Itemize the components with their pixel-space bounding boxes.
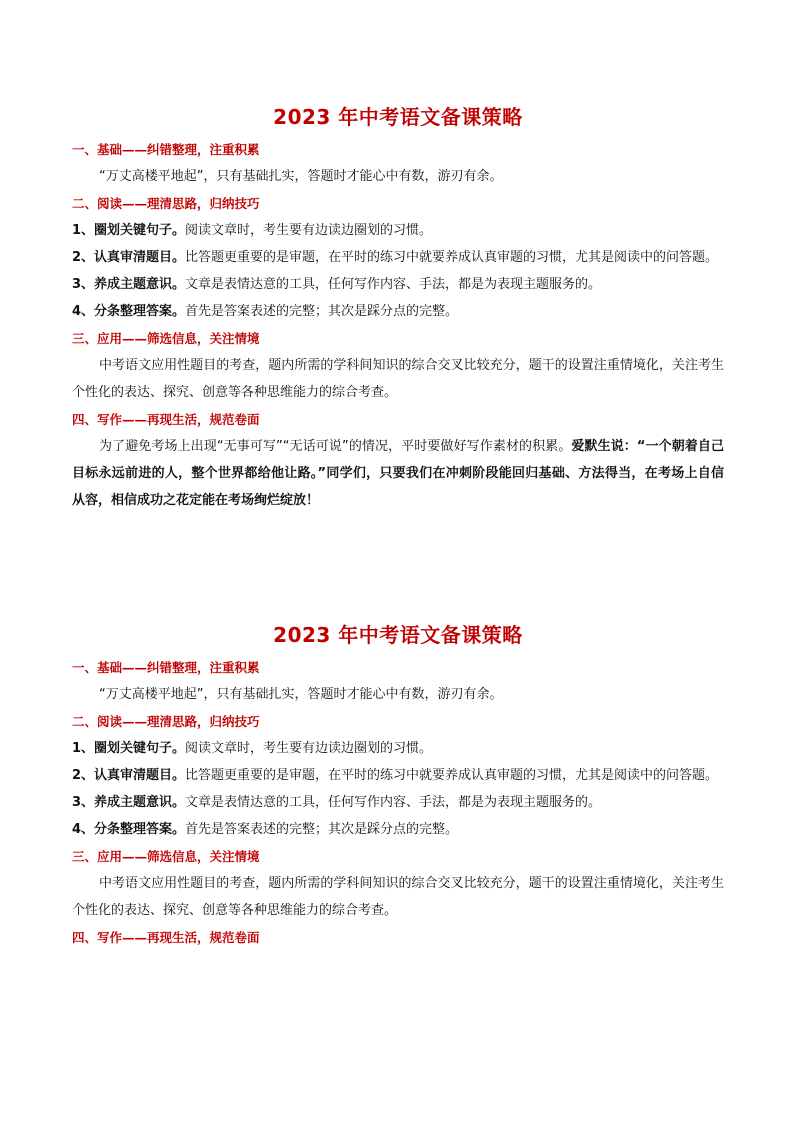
section-heading-application: 三、应用——筛选信息，关注情境 <box>72 331 260 346</box>
document-block-2 <box>72 620 724 951</box>
document-title: 2023 年中考语文备课策略 <box>273 623 523 647</box>
section-heading-writing: 四、写作——再现生活，规范卷面 <box>72 412 260 427</box>
document-block-1 <box>72 102 724 514</box>
writing-text-quote: 爱默生说：“一个朝着自己目标永远前进的人，整个世界都给他让路。”同学们，只要我们在冲刺阶段能回归基础、方法得当，在考场上自信从容，相信成功之花定能在考场绚烂绽放！ <box>72 439 724 508</box>
reading-item-lead: 1、圈划关键句子。 <box>72 741 186 756</box>
reading-item <box>72 762 724 789</box>
reading-item <box>72 816 724 843</box>
section-text-basics: “万丈高楼平地起”，只有基础扎实，答题时才能心中有数，游刃有余。 <box>99 687 503 702</box>
section-heading-reading: 二、阅读——理清思路，归纳技巧 <box>72 714 260 729</box>
section-text-basics: “万丈高楼平地起”，只有基础扎实，答题时才能心中有数，游刃有余。 <box>99 169 503 184</box>
section-heading-basics: 一、基础——纠错整理，注重积累 <box>72 142 260 157</box>
reading-item-text: 比答题更重要的是审题，在平时的练习中就要养成认真审题的习惯，尤其是阅读中的问答题。 <box>185 250 719 265</box>
section-text-application: 中考语文应用性题目的考查，题内所需的学科间知识的综合交叉比较充分，题干的设置注重情境化，关注考生个性化的表达、探究、创意等各种思维能力的综合考查。 <box>72 876 724 918</box>
section-text-application: 中考语文应用性题目的考查，题内所需的学科间知识的综合交叉比较充分，题干的设置注重情境化，关注考生个性化的表达、探究、创意等各种思维能力的综合考查。 <box>72 358 724 400</box>
reading-item-lead: 3、养成主题意识。 <box>72 277 186 292</box>
reading-item <box>72 244 724 271</box>
reading-item-lead: 4、分条整理答案。 <box>72 304 186 319</box>
reading-item-lead: 1、圈划关键句子。 <box>72 223 186 238</box>
reading-item-text: 文章是表情达意的工具，任何写作内容、手法，都是为表现主题服务的。 <box>185 795 602 810</box>
reading-item-text: 阅读文章时，考生要有边读边圈划的习惯。 <box>185 741 433 756</box>
reading-item-lead: 2、认真审清题目。 <box>72 768 186 783</box>
reading-item-lead: 4、分条整理答案。 <box>72 822 186 837</box>
writing-text-plain: 为了避免考场上出现“无事可写”“无话可说”的情况，平时要做好写作素材的积累。 <box>99 439 572 454</box>
section-text-writing <box>72 433 724 514</box>
reading-item-text: 首先是答案表述的完整；其次是踩分点的完整。 <box>185 822 459 837</box>
reading-item <box>72 271 724 298</box>
reading-item <box>72 789 724 816</box>
section-heading-application: 三、应用——筛选信息，关注情境 <box>72 849 260 864</box>
reading-item-text: 阅读文章时，考生要有边读边圈划的习惯。 <box>185 223 433 238</box>
reading-item <box>72 298 724 325</box>
reading-item-lead: 2、认真审清题目。 <box>72 250 186 265</box>
reading-item-text: 比答题更重要的是审题，在平时的练习中就要养成认真审题的习惯，尤其是阅读中的问答题。 <box>185 768 719 783</box>
reading-item <box>72 735 724 762</box>
section-heading-writing: 四、写作——再现生活，规范卷面 <box>72 930 260 945</box>
reading-item <box>72 217 724 244</box>
document-title: 2023 年中考语文备课策略 <box>273 105 523 129</box>
section-heading-basics: 一、基础——纠错整理，注重积累 <box>72 660 260 675</box>
reading-item-text: 首先是答案表述的完整；其次是踩分点的完整。 <box>185 304 459 319</box>
reading-item-text: 文章是表情达意的工具，任何写作内容、手法，都是为表现主题服务的。 <box>185 277 602 292</box>
section-heading-reading: 二、阅读——理清思路，归纳技巧 <box>72 196 260 211</box>
reading-item-lead: 3、养成主题意识。 <box>72 795 186 810</box>
